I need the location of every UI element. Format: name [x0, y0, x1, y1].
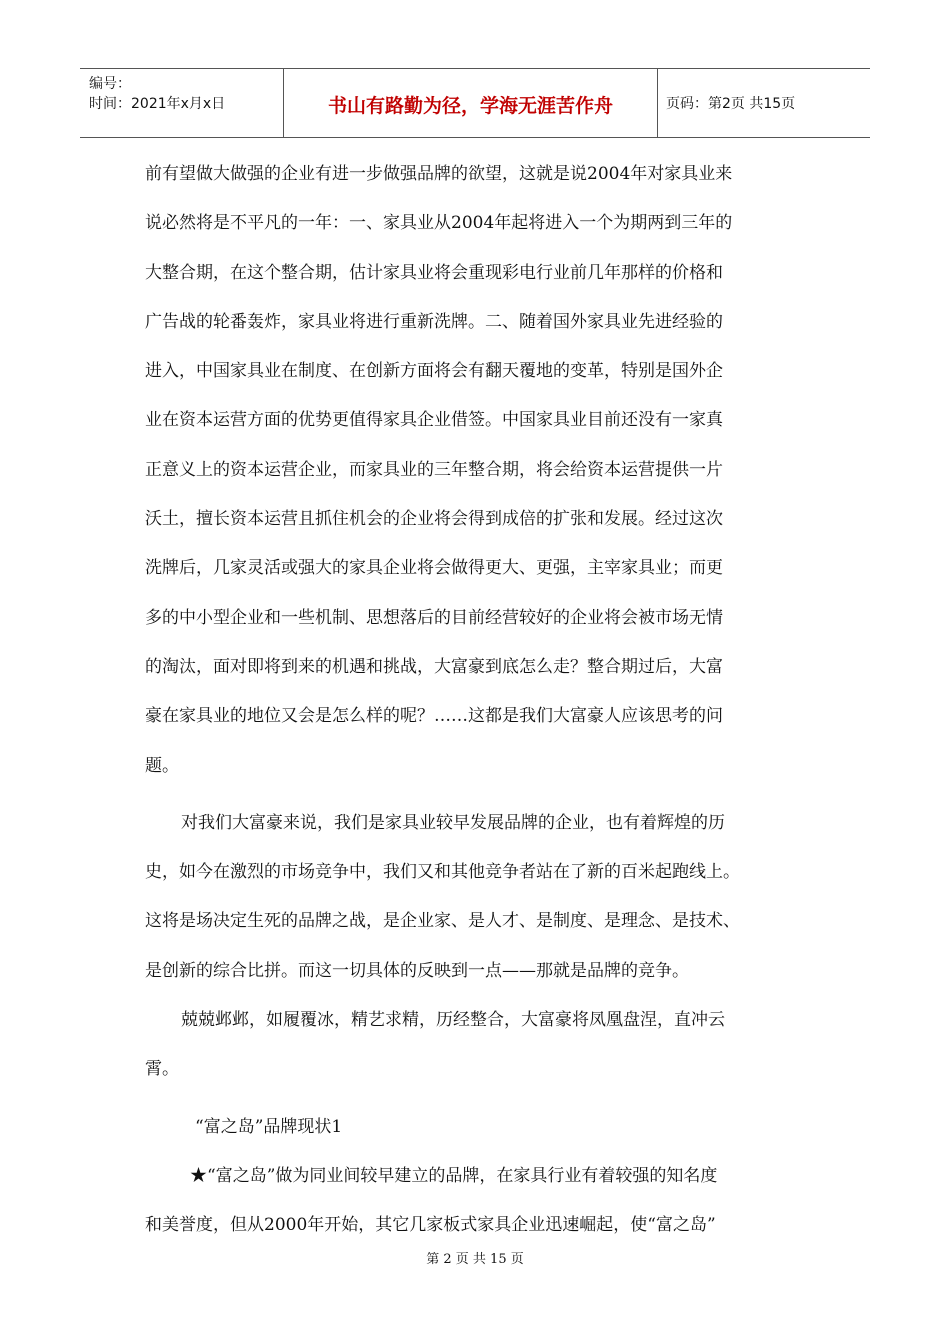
paragraph-line: 兢兢邺邺，如履覆冰，精艺求精，历经整合，大富豪将凤凰盘涅，直冲云 [181, 1010, 725, 1031]
paragraph-line: 豪在家具业的地位又会是怎么样的呢？……这都是我们大富豪人应该思考的问 [145, 706, 723, 727]
paragraph-line: 大整合期，在这个整合期，估计家具业将会重现彩电行业前几年那样的价格和 [145, 262, 723, 283]
document-time-label: 时间：2021年x月x日 [89, 96, 226, 112]
paragraph-line: ★“富之岛”做为同业间较早建立的品牌，在家具行业有着较强的知名度 [190, 1165, 718, 1186]
paragraph-line: 这将是场决定生死的品牌之战，是企业家、是人才、是制度、是理念、是技术、 [145, 911, 740, 932]
paragraph-line: 和美誉度，但从2000年开始，其它几家板式家具企业迅速崛起，使“富之岛” [145, 1215, 716, 1236]
paragraph-line: 业在资本运营方面的优势更值得家具企业借签。中国家具业目前还没有一家真 [145, 410, 723, 431]
document-body [145, 150, 805, 1251]
header-motto-cell [283, 69, 658, 137]
paragraph-line: 广告战的轮番轰炸，家具业将进行重新洗牌。二、随着国外家具业先进经验的 [145, 311, 723, 332]
page-footer: 第 2 页 共 15 页 [426, 1252, 524, 1267]
paragraph-line: 是创新的综合比拼。而这一切具体的反映到一点——那就是品牌的竞争。 [145, 960, 689, 981]
document-number-label: 编号： [89, 76, 131, 92]
paragraph-line: 洗牌后，几家灵活或强大的家具企业将会做得更大、更强，主宰家具业；而更 [145, 558, 723, 579]
paragraph-line: 题。 [145, 755, 179, 776]
paragraph-line: 进入，中国家具业在制度、在创新方面将会有翻天覆地的变革，特别是国外企 [145, 361, 723, 382]
paragraph-line: 前有望做大做强的企业有进一步做强品牌的欲望，这就是说2004年对家具业来 [145, 164, 733, 184]
paragraph-line: 沃土，擅长资本运营且抓住机会的企业将会得到成倍的扩张和发展。经过这次 [145, 509, 723, 530]
paragraph-3 [145, 996, 805, 1095]
page-header [80, 68, 870, 138]
paragraph-1 [145, 150, 805, 791]
header-motto: 书山有路勤为径，学海无涯苦作舟 [327, 95, 613, 117]
header-meta-cell [80, 69, 283, 137]
header-page-number: 页码：第2页 共15页 [666, 96, 796, 112]
paragraph-line: 对我们大富豪来说，我们是家具业较早发展品牌的企业，也有着辉煌的历 [181, 812, 725, 833]
paragraph-2 [145, 799, 805, 996]
paragraph-4 [145, 1152, 805, 1251]
header-page-cell [657, 69, 870, 137]
paragraph-line: 霄。 [145, 1059, 179, 1080]
paragraph-line: 说必然将是不平凡的一年：一、家具业从2004年起将进入一个为期两到三年的 [145, 213, 733, 234]
section-heading: “富之岛”品牌现状1 [195, 1116, 343, 1137]
paragraph-line: 正意义上的资本运营企业，而家具业的三年整合期，将会给资本运营提供一片 [145, 459, 723, 480]
paragraph-line: 的淘汰，面对即将到来的机遇和挑战，大富豪到底怎么走？整合期过后，大富 [145, 656, 723, 677]
paragraph-line: 史，如今在激烈的市场竞争中，我们又和其他竞争者站在了新的百米起跑线上。 [145, 862, 740, 883]
paragraph-line: 多的中小型企业和一些机制、思想落后的目前经营较好的企业将会被市场无情 [145, 607, 723, 628]
